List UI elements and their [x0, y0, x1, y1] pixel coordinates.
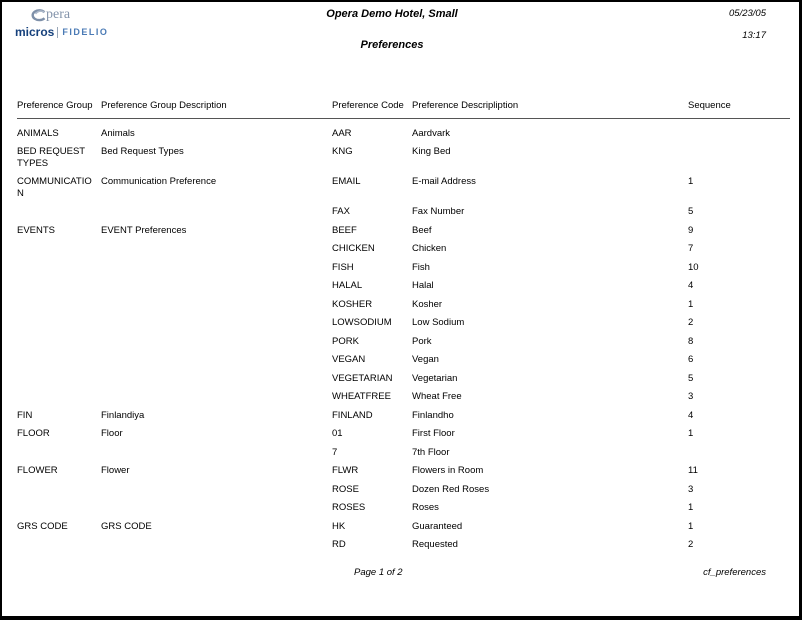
table-row [17, 539, 790, 551]
sequence-cell: 1 [688, 502, 694, 513]
sequence-cell: 8 [688, 335, 694, 347]
preference-group-description-cell: Communication Preference [101, 176, 217, 187]
preference-description-cell: Low Sodium [412, 317, 465, 328]
preference-description-cell: Chicken [412, 243, 447, 254]
preference-description-cell: 7th Floor [412, 446, 450, 458]
sequence-cell: 4 [688, 409, 694, 421]
preference-description-cell: King Bed [412, 146, 451, 157]
preference-description-cell: Halal [412, 280, 434, 291]
preference-group-cell [17, 447, 101, 459]
preference-code-cell: VEGETARIAN [332, 372, 393, 384]
preference-description-cell: Aardvark [412, 127, 451, 139]
table-row [17, 299, 790, 311]
sequence-cell: 1 [688, 298, 694, 310]
preference-group-description-cell [101, 262, 332, 274]
table-header-row [17, 100, 790, 119]
preference-group-cell [17, 206, 101, 218]
preference-code-cell: HK [332, 520, 346, 532]
preference-group-cell [17, 373, 101, 385]
preference-group-description-cell: EVENT Preferences [101, 224, 187, 236]
table-row [17, 262, 790, 274]
preference-group-description-cell: Floor [101, 428, 123, 439]
preference-code-cell: KOSHER [332, 298, 373, 310]
table-row [17, 465, 790, 477]
preference-code-cell: FAX [332, 206, 350, 217]
preference-group-description-cell [101, 502, 332, 514]
table-row [17, 521, 790, 533]
table-row [17, 336, 790, 348]
preference-group-cell [17, 317, 101, 329]
preference-description-cell: Flowers in Room [412, 465, 484, 476]
preference-group-cell [17, 280, 101, 292]
preference-code-cell: FISH [332, 261, 354, 273]
table-row [17, 206, 790, 218]
sequence-cell: 10 [688, 261, 699, 273]
table-row [17, 484, 790, 496]
preference-group-cell: GRS CODE [17, 520, 68, 532]
table-row [17, 317, 790, 329]
micros-fidelio-wordmark [15, 25, 108, 39]
preference-group-cell [17, 299, 101, 311]
preference-group-cell: FLOWER [17, 465, 58, 476]
preference-group-cell [17, 354, 101, 366]
sequence-cell: 7 [688, 243, 694, 254]
preference-group-description-cell [101, 299, 332, 311]
table-row [17, 146, 790, 169]
table-row [17, 502, 790, 514]
table-row [17, 410, 790, 422]
sequence-cell [688, 146, 790, 169]
sequence-cell: 1 [688, 520, 694, 532]
logo-divider [57, 27, 58, 38]
sequence-cell: 1 [688, 428, 694, 439]
sequence-cell: 2 [688, 317, 694, 328]
preferences-table [17, 100, 790, 558]
preference-description-cell: E-mail Address [412, 176, 476, 187]
preference-group-cell: EVENTS [17, 224, 56, 236]
table-row [17, 354, 790, 366]
preference-description-cell: Dozen Red Roses [412, 483, 490, 495]
preference-code-cell: FINLAND [332, 409, 373, 421]
preference-description-cell: Fax Number [412, 206, 465, 217]
preference-group-description-cell [101, 336, 332, 348]
preference-code-cell: LOWSODIUM [332, 317, 392, 328]
sequence-cell: 2 [688, 539, 694, 550]
report-code: cf_preferences [703, 567, 766, 578]
preference-group-cell: COMMUNICATION [17, 176, 92, 199]
preference-code-cell: AAR [332, 127, 352, 139]
report-title: Preferences [360, 39, 424, 51]
preference-group-cell [17, 243, 101, 255]
preference-code-cell: WHEATFREE [332, 391, 391, 402]
table-row [17, 391, 790, 403]
preference-code-cell: ROSE [332, 483, 359, 495]
preference-description-cell: Finlandho [412, 409, 454, 421]
preference-group-cell [17, 391, 101, 403]
preference-group-description-cell [101, 206, 332, 218]
preference-group-description-cell [101, 373, 332, 385]
preference-group-cell: FIN [17, 409, 33, 421]
table-row [17, 280, 790, 292]
table-row [17, 176, 790, 199]
preference-code-cell: KNG [332, 146, 353, 157]
preference-code-cell: CHICKEN [332, 243, 375, 254]
preference-group-description-cell [101, 391, 332, 403]
sequence-cell [688, 447, 790, 459]
preference-group-description-cell: Finlandiya [101, 409, 145, 421]
preference-description-cell: Fish [412, 261, 430, 273]
preference-description-cell: Requested [412, 539, 458, 550]
preference-group-cell: BED REQUEST TYPES [17, 146, 85, 169]
sequence-cell: 3 [688, 483, 694, 495]
table-row [17, 225, 790, 237]
column-header-preference-description: Preference Descripliption [412, 100, 519, 111]
page-number: Page 1 of 2 [354, 567, 403, 578]
preference-description-cell: Wheat Free [412, 391, 462, 402]
sequence-cell: 5 [688, 372, 694, 384]
column-header-sequence: Sequence [688, 100, 731, 111]
preference-group-description-cell: GRS CODE [101, 520, 152, 532]
preference-group-cell: FLOOR [17, 428, 50, 439]
preference-description-cell: Roses [412, 502, 439, 513]
table-row [17, 428, 790, 440]
preference-group-description-cell [101, 317, 332, 329]
sequence-cell: 9 [688, 224, 694, 236]
sequence-cell: 4 [688, 280, 694, 291]
preference-group-description-cell: Animals [101, 127, 135, 139]
report-time: 13:17 [742, 30, 766, 41]
preference-code-cell: EMAIL [332, 176, 361, 187]
sequence-cell: 6 [688, 354, 694, 365]
preference-group-description-cell [101, 354, 332, 366]
preference-group-description-cell [101, 484, 332, 496]
preference-code-cell: 01 [332, 428, 343, 439]
preference-code-cell: VEGAN [332, 354, 366, 365]
preference-group-cell: ANIMALS [17, 127, 59, 139]
report-date: 05/23/05 [729, 8, 766, 19]
table-row [17, 373, 790, 385]
preference-description-cell: Kosher [412, 298, 443, 310]
column-header-preference-group: Preference Group [17, 100, 93, 111]
hotel-name: Opera Demo Hotel, Small [326, 8, 458, 20]
preference-group-description-cell [101, 447, 332, 459]
preference-description-cell: Vegetarian [412, 372, 458, 384]
table-row [17, 243, 790, 255]
preference-code-cell: 7 [332, 446, 338, 458]
preference-group-cell [17, 262, 101, 274]
table-row [17, 128, 790, 140]
preference-code-cell: ROSES [332, 502, 366, 513]
preference-group-cell [17, 484, 101, 496]
sequence-cell: 3 [688, 391, 694, 402]
table-body [17, 128, 790, 551]
preference-code-cell: FLWR [332, 465, 359, 476]
preference-code-cell: HALAL [332, 280, 363, 291]
preference-group-description-cell [101, 243, 332, 255]
preference-description-cell: First Floor [412, 428, 455, 439]
preference-description-cell: Pork [412, 335, 432, 347]
preference-description-cell: Guaranteed [412, 520, 463, 532]
opera-logo-text: pera [46, 7, 71, 22]
preference-group-description-cell: Flower [101, 465, 130, 476]
preference-group-cell [17, 502, 101, 514]
sequence-cell [688, 128, 790, 140]
preference-group-cell [17, 336, 101, 348]
column-header-preference-group-description: Preference Group Description [101, 100, 227, 111]
preference-group-description-cell [101, 280, 332, 292]
preference-code-cell: PORK [332, 335, 359, 347]
column-header-preference-code: Preference Code [332, 100, 404, 111]
micros-logo-text: micros [15, 25, 55, 39]
sequence-cell: 1 [688, 176, 694, 187]
preference-group-description-cell: Bed Request Types [101, 146, 184, 157]
sequence-cell: 5 [688, 206, 694, 217]
preference-description-cell: Beef [412, 224, 432, 236]
sequence-cell: 11 [688, 465, 698, 476]
preference-group-description-cell [101, 539, 332, 551]
table-row [17, 447, 790, 459]
preference-description-cell: Vegan [412, 354, 439, 365]
preference-code-cell: BEEF [332, 224, 357, 236]
fidelio-logo-text: FIDELIO [62, 27, 109, 37]
preference-group-cell [17, 539, 101, 551]
preference-code-cell: RD [332, 539, 346, 550]
